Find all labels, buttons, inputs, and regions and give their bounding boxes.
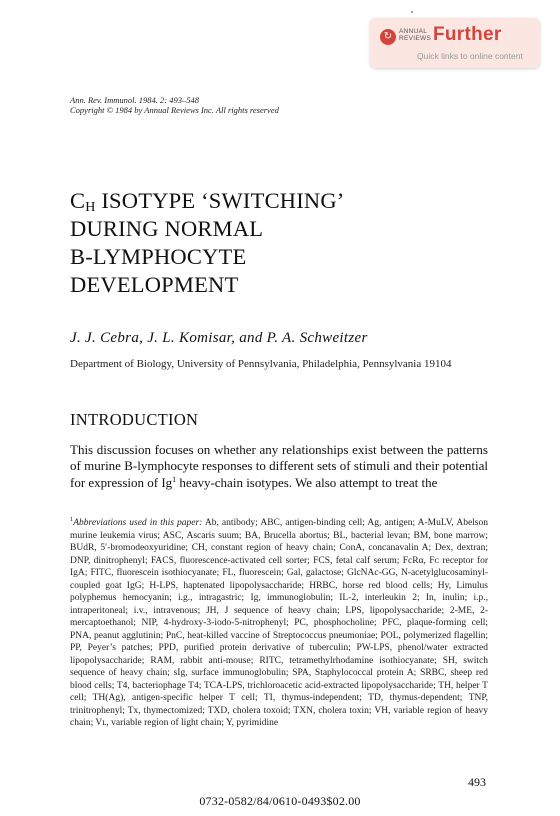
footnote: $^1$Abbreviations used in this paper: Ab, antibody; ABC, antigen-binding cell; Ag, antigen; A-MuLV, Abelson murine leukemia virus; ASC, Ascaris suum; BA, Brucella abortus; BL, bacterial levan; BM, bone marrow; BUdR, 5′-bromodeoxyuridine; CΗ, constant region of heavy chain; ConA, concanavalin A; Dex, dextran; DNP, dinitrophenyl; FACS, fluorescence-activated cell sorter; FCS, fetal calf serum; FcRα, Fᴄ receptor for IgA; FITC, fluorescein isothiocyanate; FL, fluorescein; Gal, galactose; GlcNAc-GG, N-acetylglucosaminyl-coupled goat IgG; H-LPS, haptenated lipopolysaccharide; HRBC, horse red blood cells; Hy, Limulus polyphemus hemocyanin; i.g., intragastric; Ig, immunoglobulin; IL-2, interleukin 2; In, inulin; i.p., intraperitoneal; i.v., intravenous; JΗ, J sequence of heavy chain; LPS, lipopolysaccharide; 2-ME, 2-mercaptoethanol; NIP, 4-hydroxy-3-iodo-5-nitrophenyl; PC, phosphocholine; PFC, plaque-forming cell; PNA, peanut agglutinin; PnC, heat-killed vaccine of Streptococcus pneumoniae; POL, polymerized flagellin; PP, Peyer’s patches; PPD, purified protein derivative of tuberculin; PW-LPS, phenol/water extracted lipopolysaccharide; RAM, rabbit anti-mouse; RITC, tetramethylrhodamine isothiocyanate; SΗ, switch sequence of heavy chain; sIg, surface immunoglobulin; SPA, Staphylococcal protein A; SRBC, sheep red blood cells; T4, bacteriophage T4; TCA-LPS, trichloroacetic acid-extracted lipopolysaccharide; TΗ, helper T cell; TΗ(Ag), antigen-specific helper T cell; TI, thymus-independent; TD, thymus-dependent; TNP, trinitrophenyl; Tx, thymectomized; TXD, cholera toxoid; TXN, cholera toxin; VΗ, variable region of heavy chain; Vʟ, variable region of light chain; Y, pyrimidine xyxy=(70,516,489,728)
annual-reviews-wordmark: ANNUAL REVIEWS xyxy=(399,28,432,42)
further-badge[interactable] xyxy=(370,18,540,68)
citation-line-1: Ann. Rev. Immunol. 1984. 2: 493–548 xyxy=(70,95,199,105)
section-heading: INTRODUCTION xyxy=(70,410,199,429)
journal-citation xyxy=(70,95,279,115)
footnote-marker[interactable]: 1 xyxy=(172,474,177,484)
issn-line: 0732-0582/84/0610-0493$02.00 xyxy=(199,794,361,808)
article-title: $C_H$ ISOTYPE ‘SWITCHING’ DURING NORMAL B-LYMPHOCYTE DEVELOPMENT xyxy=(70,188,345,297)
citation-line-2: Copyright © 1984 by Annual Reviews Inc. All rights reserved xyxy=(70,105,279,115)
further-label: Further xyxy=(433,24,502,45)
body-paragraph: This discussion focuses on whether any relationships exist between the patterns of murine B-lymphocyte responses to different sets of stimuli and their potential for expression of Ig$^1$ heavy-chain isotypes. We also attempt to treat the xyxy=(70,442,488,490)
authors: J. J. Cebra, J. L. Komisar, and P. A. Schweitzer xyxy=(70,330,368,346)
affiliation: Department of Biology, University of Pennsylvania, Philadelphia, Pennsylvania 19104 xyxy=(70,358,452,370)
annual-reviews-logo-icon: ↻ xyxy=(380,29,396,45)
stray-dot xyxy=(411,11,413,13)
page-number: 493 xyxy=(468,775,486,789)
further-subtitle: Quick links to online content xyxy=(417,51,523,61)
